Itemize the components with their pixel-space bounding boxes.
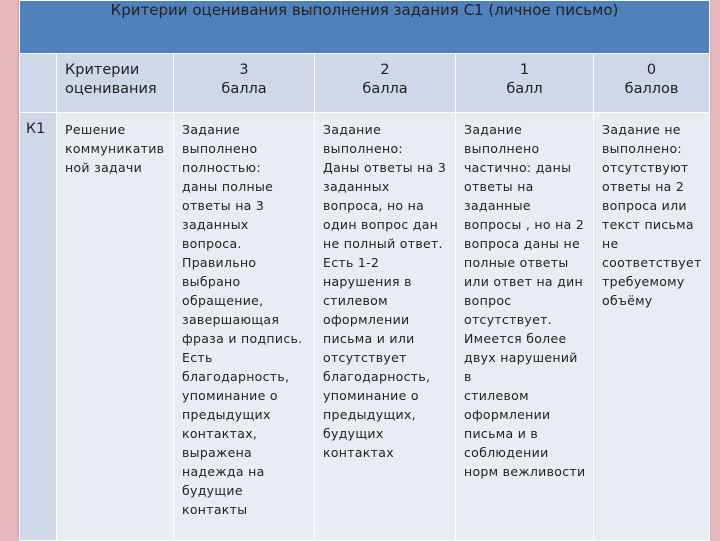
criteria-table bbox=[19, 0, 710, 541]
header-empty-cell bbox=[20, 54, 57, 113]
score-2-description bbox=[315, 113, 456, 541]
header-score-1 bbox=[456, 54, 594, 113]
criterion-code: К1 bbox=[20, 113, 57, 541]
header-score-0-text: 0 баллов bbox=[624, 62, 679, 97]
score-2-text: Задание выполнено: Даны ответы на 3 заданных вопроса, но на один вопрос дан не полный ответ. Есть 1-2 нарушения в стилевом оформлении письма и или отсутствует благодарность, упоминание о предыдущих, будущих контактах bbox=[323, 122, 447, 460]
header-criteria bbox=[57, 54, 174, 113]
score-0-description bbox=[594, 113, 710, 541]
score-3-text: Задание выполнено полностью: даны полные ответы на 3 заданных вопроса. Правильно выбрано обращение, завершающая фраза и подпись. Есть благодарность, упоминание о предыдущих контактах, выражена надежда на будущие контакты bbox=[182, 122, 303, 517]
header-score-3 bbox=[174, 54, 315, 113]
table-row bbox=[20, 113, 710, 541]
table-title: Критерии оценивания выполнения задания С1 (личное письмо) bbox=[20, 1, 710, 54]
score-0-text: Задание не выполнено: отсутствуют ответы на 2 вопроса или текст письма не соответствует требуемому объёму bbox=[602, 122, 702, 308]
header-score-0 bbox=[594, 54, 710, 113]
score-1-description bbox=[456, 113, 594, 541]
header-score-2 bbox=[315, 54, 456, 113]
header-score-1-text: 1 балл bbox=[506, 62, 543, 97]
slide bbox=[19, 0, 709, 540]
criterion-name-text: Решение коммуникатив ной задачи bbox=[65, 122, 165, 175]
criterion-name bbox=[57, 113, 174, 541]
header-score-2-text: 2 балла bbox=[362, 62, 408, 97]
header-row bbox=[20, 54, 710, 113]
header-criteria-text: Критерии оценивания bbox=[65, 62, 157, 97]
score-3-description bbox=[174, 113, 315, 541]
score-1-text: Задание выполнено частично: даны ответы на заданные вопросы , но на 2 вопроса даны не полные ответы или ответ на дин вопрос отсутствует. Имеется более двух нарушений в стилевом оформлении письма и в соблюдении норм вежливости bbox=[464, 122, 586, 479]
header-score-3-text: 3 балла bbox=[221, 62, 267, 97]
title-row bbox=[20, 1, 710, 54]
